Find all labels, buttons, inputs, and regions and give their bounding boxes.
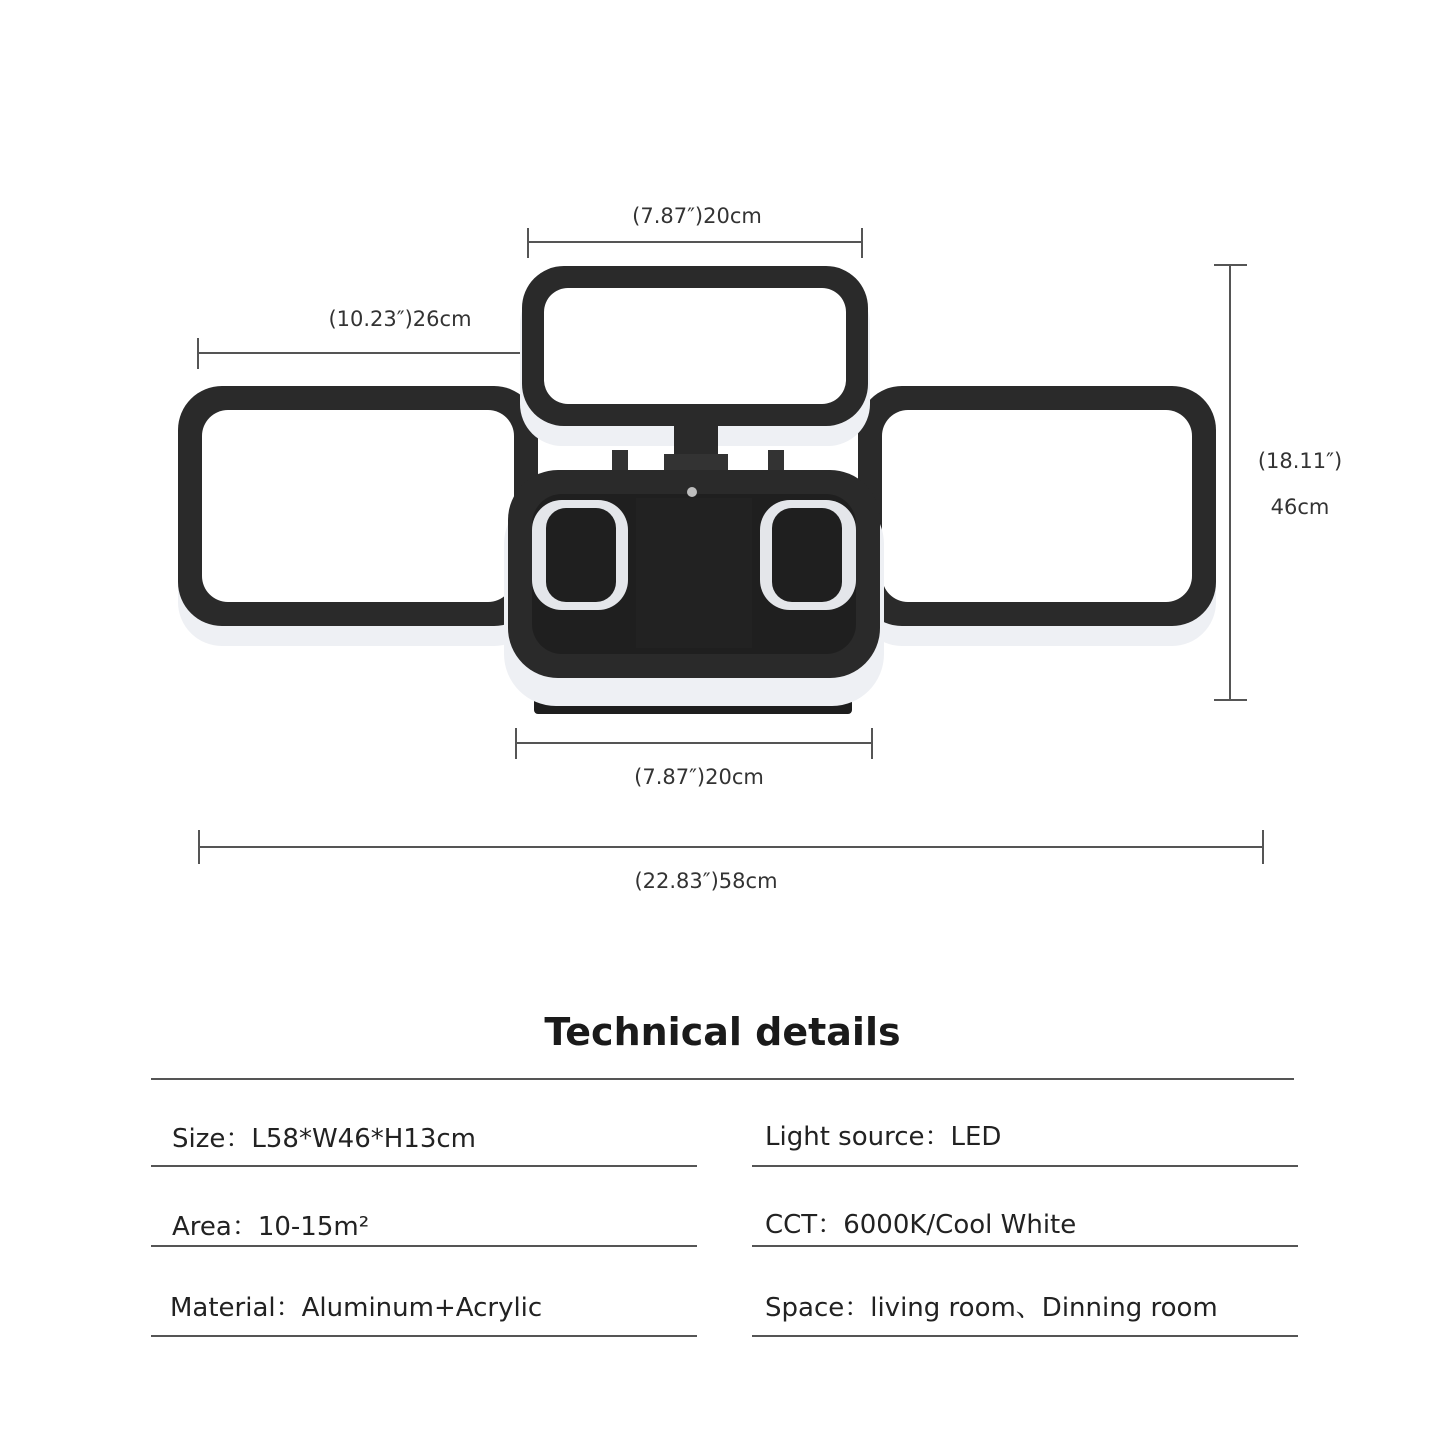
dim-total-length-label: (22.83″)58cm: [634, 869, 778, 893]
spec-material-label: Material：: [170, 1293, 302, 1323]
spec-cct-value: 6000K/Cool White: [843, 1210, 1077, 1240]
right-square-frame: [858, 386, 1216, 646]
spec-material: [170, 1287, 542, 1324]
dim-height: [1214, 265, 1247, 700]
spec-size: [172, 1118, 476, 1155]
rule-right-1: [752, 1165, 1298, 1167]
spec-light-source: [765, 1116, 1001, 1153]
dim-top-width: [528, 228, 862, 258]
front-square-frame: [504, 470, 884, 706]
dim-height-cm: 46cm: [1270, 495, 1330, 519]
dim-bottom-width: [516, 728, 872, 759]
spec-space-label: Space：: [765, 1293, 871, 1323]
spec-area-value: 10-15m²: [257, 1212, 370, 1242]
spec-light-source-value: LED: [950, 1122, 1002, 1152]
rule-left-2: [151, 1245, 697, 1247]
ceiling-lamp-illustration: [178, 266, 1216, 714]
spec-space: [765, 1287, 1218, 1324]
rule-left-3: [151, 1335, 697, 1337]
spec-light-source-label: Light source：: [765, 1122, 951, 1152]
spec-size-value: L58*W46*H13cm: [251, 1124, 476, 1154]
dim-arm-width-label: (10.23″)26cm: [328, 307, 472, 331]
spec-area-label: Area：: [172, 1212, 258, 1242]
spec-area: [172, 1206, 369, 1243]
rule-right-2: [752, 1245, 1298, 1247]
spec-cct-label: CCT：: [765, 1210, 844, 1240]
dim-height-inches: (18.11″): [1257, 449, 1343, 473]
spec-space-value: living room、Dinning room: [870, 1293, 1218, 1323]
rule-left-1: [151, 1165, 697, 1167]
dim-bottom-width-label: (7.87″)20cm: [634, 765, 764, 789]
title-rule: [151, 1078, 1294, 1080]
spec-material-value: Aluminum+Acrylic: [301, 1293, 543, 1323]
technical-details-title: Technical details: [544, 1010, 901, 1054]
spec-size-label: Size：: [172, 1124, 252, 1154]
spec-cct: [765, 1204, 1076, 1241]
rule-right-3: [752, 1335, 1298, 1337]
dim-top-width-label: (7.87″)20cm: [632, 204, 762, 228]
left-square-frame: [178, 386, 538, 646]
dim-total-length: [199, 830, 1263, 864]
